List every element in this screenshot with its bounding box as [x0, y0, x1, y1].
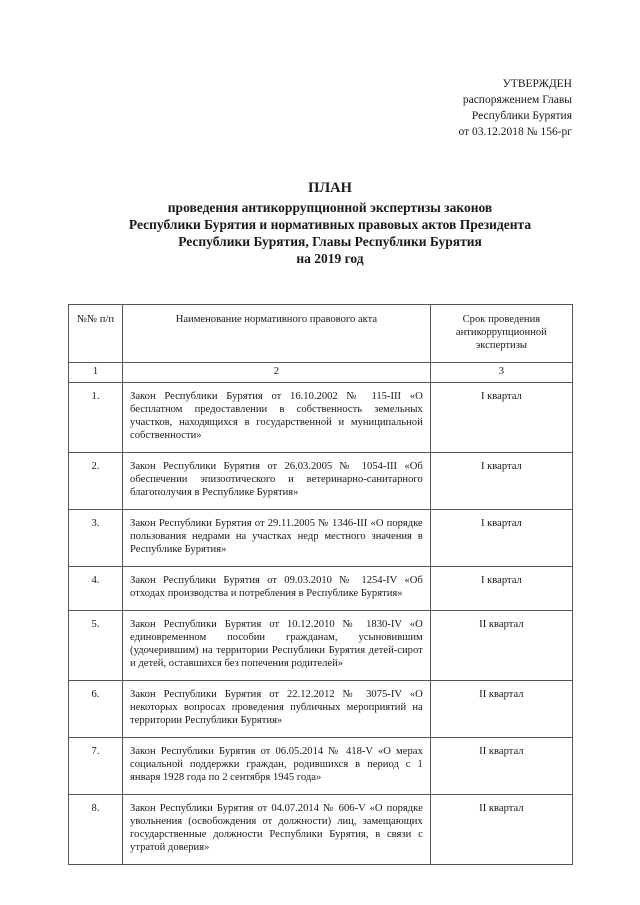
table-row [69, 510, 573, 567]
row-act-name: Закон Республики Бурятия от 22.12.2012 № 3075-IV «О некоторых вопросах проведения публичных мероприятий на территории Республики Бурятия» [123, 681, 431, 738]
row-num: 1. [69, 383, 123, 453]
row-num: 8. [69, 795, 123, 865]
row-num: 3. [69, 510, 123, 567]
table-row [69, 738, 573, 795]
header-num: №№ п/п [69, 305, 123, 363]
row-act-name: Закон Республики Бурятия от 26.03.2005 № 1054-III «Об обеспечении эпизоотического и ветеринарно-санитарного благополучия в Республике Бурятия» [123, 453, 431, 510]
column-number-3: 3 [430, 363, 572, 383]
column-number-1: 1 [69, 363, 123, 383]
table-row [69, 611, 573, 681]
row-term: II квартал [430, 681, 572, 738]
row-num: 2. [69, 453, 123, 510]
column-number-row [69, 363, 573, 383]
approval-region: Республики Бурятия [471, 110, 572, 122]
row-act-name: Закон Республики Бурятия от 09.03.2010 № 1254-IV «Об отходах производства и потребления в Республике Бурятия» [123, 567, 431, 611]
row-term: I квартал [430, 383, 572, 453]
document-title [60, 180, 600, 267]
header-term: Срок проведения антикоррупционной экспертизы [430, 305, 572, 363]
table-row [69, 681, 573, 738]
approval-date-number: от 03.12.2018 № 156-рг [458, 126, 572, 138]
row-num: 5. [69, 611, 123, 681]
row-term: I квартал [430, 453, 572, 510]
table-row [69, 453, 573, 510]
plan-table [68, 304, 573, 865]
row-num: 7. [69, 738, 123, 795]
row-act-name: Закон Республики Бурятия от 29.11.2005 № 1346-III «О порядке пользования недрами на участках недр местного значения в Республике Бурятия» [123, 510, 431, 567]
row-act-name: Закон Республики Бурятия от 06.05.2014 № 418-V «О мерах социальной поддержки граждан, родившихся в период с 1 января 1928 года по 2 сентября 1945 года» [123, 738, 431, 795]
title-line-3: Республики Бурятия, Главы Республики Бурятия [178, 234, 482, 249]
row-term: I квартал [430, 567, 572, 611]
column-number-2: 2 [123, 363, 431, 383]
table-row [69, 567, 573, 611]
title-main: ПЛАН [308, 180, 352, 196]
title-line-2: Республики Бурятия и нормативных правовых актов Президента [128, 217, 532, 232]
row-act-name: Закон Республики Бурятия от 04.07.2014 № 606-V «О порядке увольнения (освобождения от должности) лиц, замещающих государственные должности Республики Бурятия, в связи с утратой доверия» [123, 795, 431, 865]
row-num: 6. [69, 681, 123, 738]
table-header-row [69, 305, 573, 363]
table-row [69, 795, 573, 865]
row-term: II квартал [430, 738, 572, 795]
approval-authority: распоряжением Главы [462, 94, 572, 106]
row-term: II квартал [430, 611, 572, 681]
header-name: Наименование нормативного правового акта [123, 305, 431, 363]
row-num: 4. [69, 567, 123, 611]
title-line-4: на 2019 год [296, 251, 364, 266]
row-term: I квартал [430, 510, 572, 567]
approval-stamp [458, 76, 572, 140]
row-act-name: Закон Республики Бурятия от 16.10.2002 № 115-III «О бесплатном предоставлении в собственность земельных участков, находящихся в государственной и муниципальной собственности» [123, 383, 431, 453]
row-act-name: Закон Республики Бурятия от 10.12.2010 № 1830-IV «О единовременном пособии гражданам, усыновившим (удочерившим) на территории Республики Бурятия детей-сирот и детей, оставшихся без попечения родителей» [123, 611, 431, 681]
title-line-1: проведения антикоррупционной экспертизы законов [167, 200, 493, 215]
row-term: II квартал [430, 795, 572, 865]
approval-status: УТВЕРЖДЕН [502, 78, 572, 90]
table-row [69, 383, 573, 453]
